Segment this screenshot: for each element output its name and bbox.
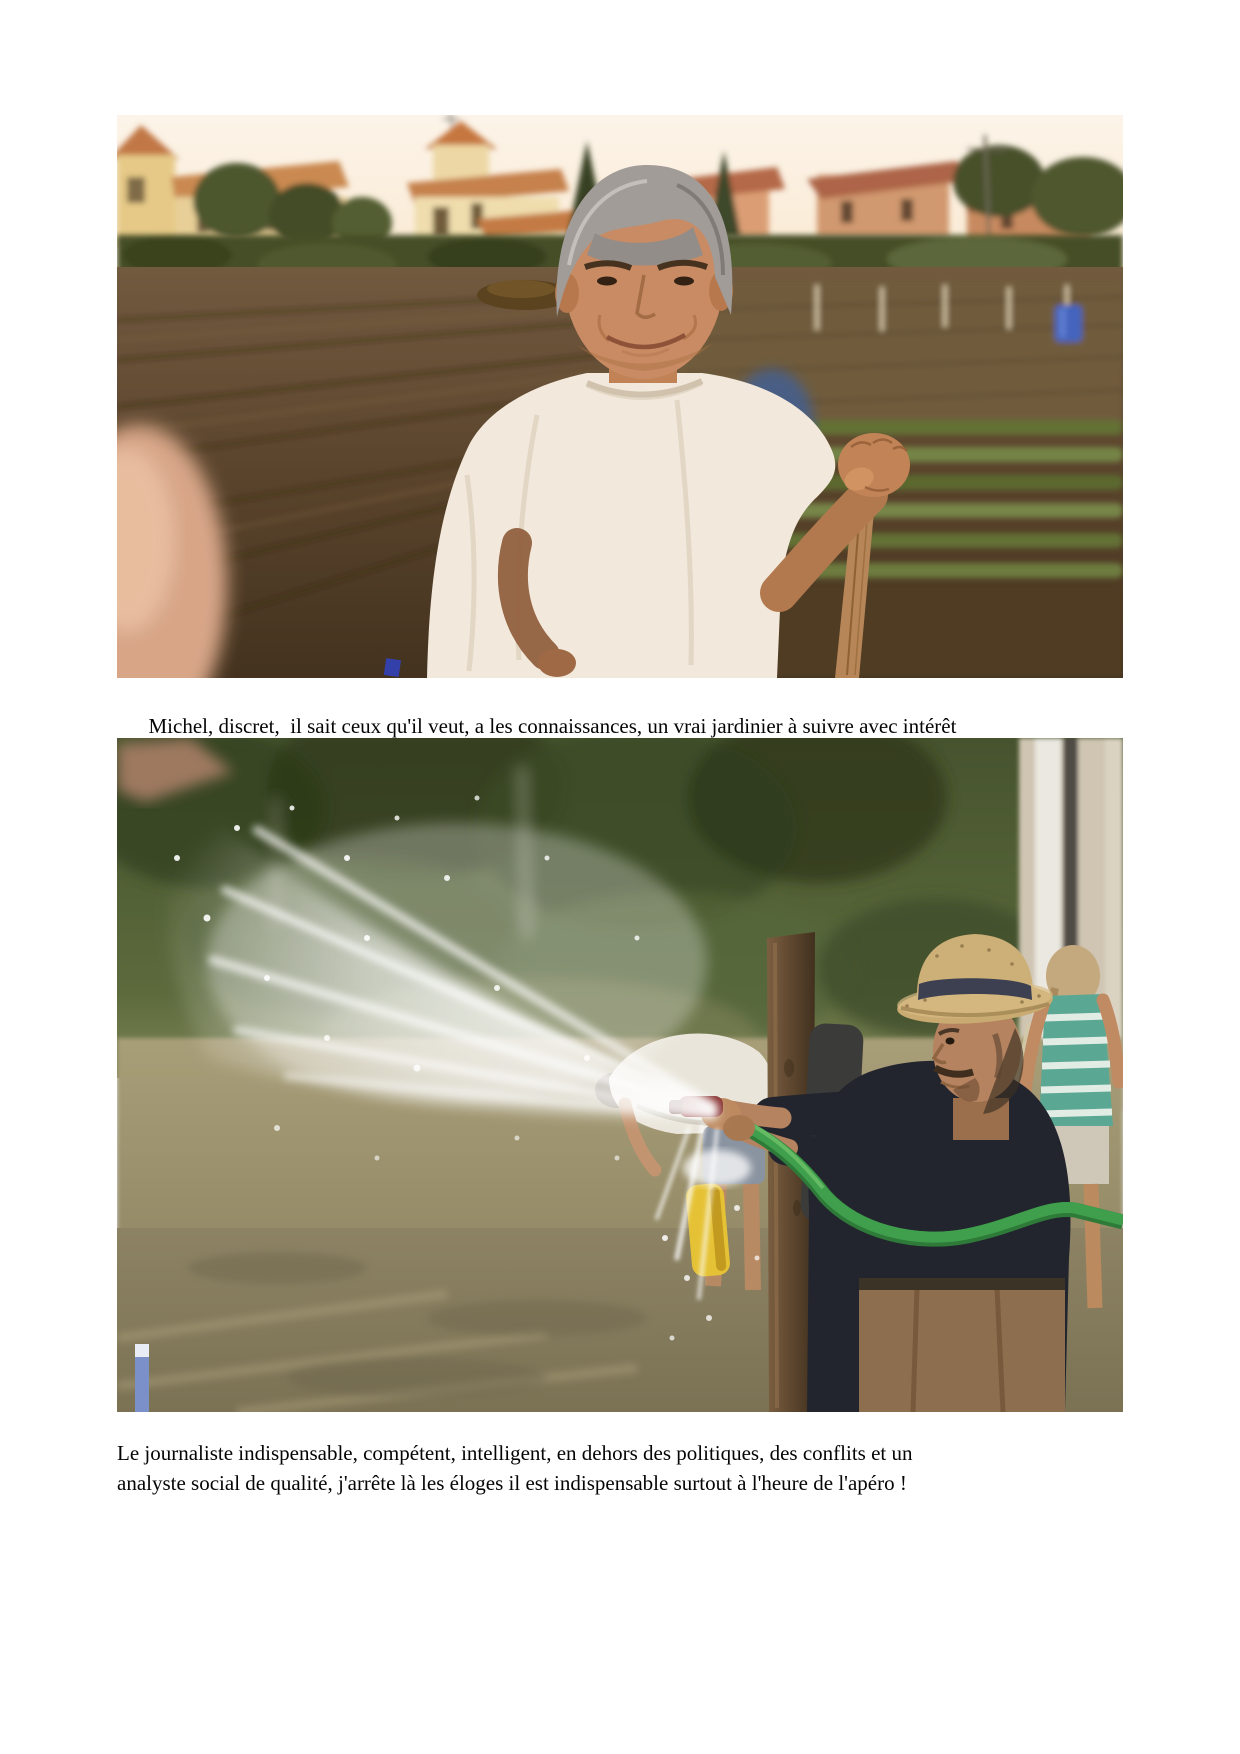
watering-scene-photo <box>117 738 1123 1412</box>
brown-trousers <box>859 1283 1065 1412</box>
watering-photo-caption <box>117 1438 1123 1498</box>
caption-line: analyste social de qualité, j'arrête là les éloges il est indispensable surtout à l'heure de l'apéro ! <box>117 1471 907 1495</box>
caption-line: Le journaliste indispensable, compétent, intelligent, en dehors des politiques, des conflits et un <box>117 1441 913 1465</box>
garden-portrait-photo <box>117 115 1123 678</box>
figure-garden-portrait <box>117 115 1123 771</box>
caption-line: Michel, discret, il sait ceux qu'il veut, a les connaissances, un vrai jardinier à suivre avec intérêt <box>148 714 957 738</box>
blue-stake <box>135 1344 149 1412</box>
figure-watering-scene <box>117 738 1123 1498</box>
